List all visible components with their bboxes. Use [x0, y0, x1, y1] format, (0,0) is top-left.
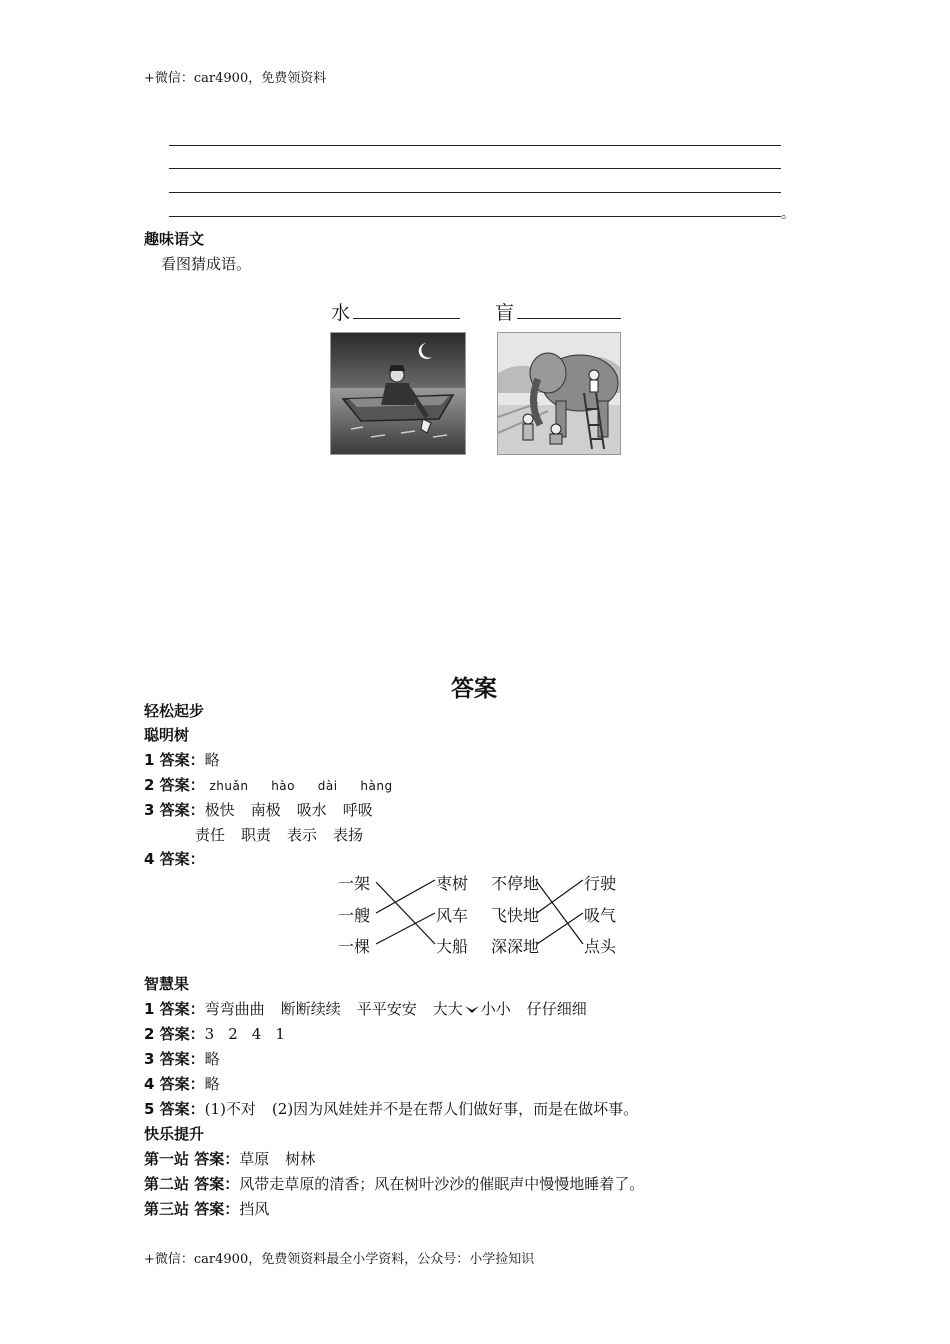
page-header: +微信：car4900，免费领资料	[144, 71, 327, 86]
word: 小小	[480, 1000, 511, 1018]
match-right-b-3: 点头	[584, 937, 617, 956]
word: 责任	[195, 826, 226, 844]
word: 断断续续	[280, 1000, 341, 1018]
answer-label: 2 答案：	[144, 776, 205, 794]
answer-label: 4 答案：	[144, 850, 205, 868]
pinyin-1: zhuǎn	[209, 779, 249, 793]
match-line	[537, 913, 583, 944]
match-left-2: 一艘	[338, 906, 371, 925]
match-left-1: 一架	[338, 874, 371, 893]
answer-label: 第二站 答案：	[144, 1175, 240, 1193]
answer-label: 3 答案：	[144, 1050, 205, 1068]
subsection-heading-wisdom-fruit: 智慧果	[144, 975, 190, 993]
match-left-b-3: 深深地	[491, 937, 540, 956]
pinyin-2: hào	[271, 779, 296, 793]
subsection-heading-smart-tree: 聪明树	[144, 726, 190, 744]
wisdom-answer-2	[144, 1023, 285, 1044]
word: 吸水	[296, 801, 327, 819]
answer-label: 1 答案：	[144, 751, 205, 769]
answer-label: 2 答案：	[144, 1025, 205, 1043]
number: 4	[251, 1025, 262, 1043]
match-right-2: 风车	[436, 906, 469, 925]
page-footer: +微信：car4900，免费领资料最全小学资料，公众号：小学捡知识	[144, 1252, 535, 1267]
word: 极快	[204, 801, 235, 819]
match-line	[537, 880, 583, 913]
word: 草原	[239, 1150, 270, 1168]
match-line	[376, 882, 435, 944]
word: 表示	[287, 826, 318, 844]
answer-part-2: (2)因为风娃娃并不是在帮人们做好事，而是在做坏事。	[271, 1100, 639, 1118]
answer-text: 略	[204, 1050, 220, 1068]
chevron-down-icon	[464, 1001, 480, 1019]
match-right-1: 枣树	[436, 874, 469, 893]
answer-label: 3 答案：	[144, 801, 205, 819]
match-right-b-2: 吸气	[584, 906, 617, 925]
word: 平平安安	[356, 1000, 417, 1018]
word: 表扬	[333, 826, 364, 844]
match-right-b-1: 行驶	[584, 874, 617, 893]
pinyin-4: hàng	[360, 779, 393, 793]
answer-label: 4 答案：	[144, 1075, 205, 1093]
answer-text: 风带走草原的清香；风在树叶沙沙的催眠声中慢慢地睡着了。	[239, 1175, 645, 1193]
wisdom-answer-5	[144, 1098, 638, 1119]
idiom-prompt-char: 盲	[495, 302, 515, 324]
line-end-mark: 。	[781, 206, 795, 222]
station-1-answer	[144, 1148, 315, 1169]
answers-title: 答案	[451, 676, 497, 702]
word: 职责	[241, 826, 272, 844]
wisdom-answer-4	[144, 1073, 220, 1094]
match-left-3: 一棵	[338, 937, 371, 956]
answer-label: 1 答案：	[144, 1000, 205, 1018]
match-left-b-1: 不停地	[491, 874, 540, 893]
answer-text: 略	[204, 1075, 220, 1093]
section-heading-easy-start: 轻松起步	[144, 702, 205, 720]
answer-label: 5 答案：	[144, 1100, 205, 1118]
idiom-prompt-char: 水	[331, 302, 351, 324]
station-3-answer	[144, 1198, 269, 1219]
match-right-3: 大船	[436, 937, 469, 956]
answer-text: 挡风	[239, 1200, 270, 1218]
match-line	[376, 913, 435, 944]
station-2-answer	[144, 1173, 644, 1194]
match-left-b-2: 飞快地	[491, 906, 540, 925]
word: 树林	[285, 1150, 316, 1168]
word: 呼吸	[342, 801, 373, 819]
answer-label: 第一站 答案：	[144, 1150, 240, 1168]
wisdom-answer-1	[144, 998, 587, 1019]
match-line	[376, 880, 435, 913]
answer-text: 略	[204, 751, 220, 769]
pinyin-3: dài	[317, 779, 338, 793]
word: 大大	[432, 1000, 463, 1018]
word: 南极	[250, 801, 281, 819]
fun-heading: 趣味语文	[144, 230, 205, 248]
number: 2	[228, 1025, 238, 1043]
answer-part-1: (1)不对	[204, 1100, 256, 1118]
word: 弯弯曲曲	[204, 1000, 265, 1018]
section-heading-happy-improve: 快乐提升	[144, 1125, 205, 1143]
number: 3	[204, 1025, 215, 1043]
wisdom-answer-3	[144, 1048, 220, 1069]
fun-instruction: 看图猜成语。	[161, 255, 252, 273]
match-line	[537, 882, 583, 944]
word: 仔仔细细	[526, 1000, 587, 1018]
answer-label: 第三站 答案：	[144, 1200, 240, 1218]
number: 1	[275, 1025, 285, 1043]
